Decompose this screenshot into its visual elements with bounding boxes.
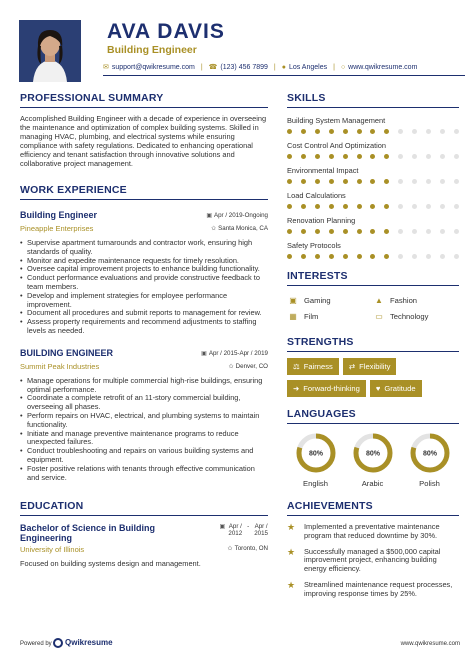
rating-dot: [440, 129, 445, 134]
education-entry: [20, 523, 268, 568]
trophy-icon: ★: [287, 546, 296, 557]
rating-dot: [329, 179, 334, 184]
rating-dot: [426, 254, 431, 259]
interest-item: [373, 292, 459, 308]
section-rule: [20, 515, 268, 516]
section-rule: [287, 351, 459, 352]
pin-icon: ✩: [228, 363, 234, 370]
phone-icon: ☎: [208, 64, 218, 71]
profile-photo: [19, 20, 81, 82]
education-location: [227, 545, 268, 552]
section-rule: [287, 107, 459, 108]
interest-item: [287, 308, 373, 324]
pin-icon: ✩: [211, 226, 217, 232]
job-location: [211, 225, 268, 232]
list-item: • Supervise apartment turnarounds and contractor work, ensuring high standards of quality.: [20, 239, 268, 257]
calendar-icon: ▣: [201, 350, 207, 357]
school-name: University of Illinois: [20, 545, 85, 555]
achievement-text: Successfully managed a $500,000 capital improvement project, enhancing building energy efficiency.: [304, 546, 441, 574]
rating-dot: [370, 154, 375, 159]
job-title: BUILDING ENGINEER: [20, 347, 114, 358]
language-ring: [409, 432, 451, 474]
skill-name: Cost Control And Optimization: [287, 141, 386, 150]
interests-grid: [287, 292, 459, 324]
skill-name: Building System Management: [287, 116, 386, 125]
education-focus: Focused on building systems design and management.: [20, 559, 201, 569]
language-percent: 80%: [365, 450, 380, 458]
languages-section: [287, 408, 459, 488]
job-date-text: Apr / 2015-Apr / 2019: [208, 349, 268, 357]
list-item: • Monitor and expedite maintenance requests for timely resolution.: [20, 257, 268, 266]
section-title: SKILLS: [287, 92, 326, 104]
rating-dot: [301, 179, 306, 184]
job-location-text: Santa Monica, CA: [218, 225, 268, 232]
job-location-text: Denver, CO: [235, 362, 268, 370]
section-title: WORK EXPERIENCE: [20, 184, 127, 196]
divider: |: [200, 63, 203, 71]
skill-rating: [287, 229, 459, 234]
list-item: • Document all procedures and submit reports to management for review.: [20, 309, 268, 318]
achievement-text: Streamlined maintenance request processes, improving response times by 25%.: [304, 579, 453, 598]
list-item: • Conduct troubleshooting and repairs on various building systems and equipment.: [20, 447, 268, 465]
rating-dot: [454, 129, 459, 134]
education-end: [254, 523, 268, 537]
rating-dot: [454, 154, 459, 159]
rating-dot: [301, 254, 306, 259]
location-icon: ●: [281, 63, 286, 71]
rating-dot: [287, 179, 292, 184]
contact-website[interactable]: www.qwikresume.com: [348, 63, 418, 71]
shirt-icon: ▲: [375, 295, 383, 305]
interest-label: Film: [304, 311, 319, 321]
rating-dot: [440, 254, 445, 259]
rating-dot: [287, 229, 292, 234]
interests-section: [287, 270, 459, 324]
skill-name: Load Calculations: [287, 191, 346, 200]
interest-label: Gaming: [304, 295, 331, 305]
header-rule: [103, 75, 465, 76]
rating-dot: [384, 229, 389, 234]
strength-label: Fairness: [303, 362, 333, 371]
heart-icon: ♥: [375, 384, 381, 393]
job-entry: [20, 348, 268, 483]
trophy-icon: ★: [287, 579, 296, 590]
job-date: [201, 350, 268, 357]
rating-dot: [315, 229, 320, 234]
language-percent: 80%: [422, 450, 437, 458]
education-location-text: Toronto, ON: [234, 545, 268, 553]
section-title: ACHIEVEMENTS: [287, 500, 373, 512]
rating-dot: [357, 229, 362, 234]
strength-label: Flexibility: [359, 362, 391, 371]
shuffle-icon: ⇄: [348, 362, 356, 371]
rating-dot: [357, 179, 362, 184]
degree-line: Bachelor of Science in Building: [20, 523, 156, 534]
date-part: 2015: [254, 530, 268, 538]
rating-dot: [357, 204, 362, 209]
list-item: • Manage operations for multiple commercial high-rise buildings, ensuring optimal performance.: [20, 377, 268, 395]
skill-rating: [287, 254, 459, 259]
strength-tag: [287, 380, 366, 397]
achievement-item: [287, 523, 459, 541]
section-title: LANGUAGES: [287, 408, 356, 420]
job-date: [206, 212, 268, 219]
rating-dot: [412, 254, 417, 259]
rating-dot: [384, 129, 389, 134]
rating-dot: [426, 229, 431, 234]
divider: |: [273, 63, 276, 71]
rating-dot: [315, 154, 320, 159]
rating-dot: [440, 229, 445, 234]
skill-item: [287, 116, 459, 141]
rating-dot: [343, 204, 348, 209]
rating-dot: [329, 254, 334, 259]
section-rule: [287, 515, 459, 516]
interest-label: Fashion: [390, 295, 418, 305]
film-icon: ▦: [289, 311, 297, 321]
job-bullets: [20, 377, 268, 483]
job-company: Summit Peak Industries: [20, 361, 100, 371]
contact-email[interactable]: support@qwikresume.com: [111, 63, 195, 71]
interest-item: [287, 292, 373, 308]
divider: |: [333, 63, 335, 71]
education-section: [20, 500, 268, 568]
resume-header: [0, 0, 474, 88]
skill-name: Safety Protocols: [287, 241, 341, 250]
rating-dot: [329, 154, 334, 159]
strength-tag: [287, 358, 339, 375]
calendar-icon: ▣: [219, 523, 226, 531]
date-part: Apr /: [228, 523, 242, 531]
brand-logo[interactable]: [53, 638, 113, 648]
rating-dot: [412, 229, 417, 234]
job-bullets: [20, 239, 268, 336]
degree-line: Engineering: [20, 533, 73, 544]
achievements-section: [287, 500, 459, 599]
rating-dot: [454, 254, 459, 259]
rating-dot: [357, 154, 362, 159]
skill-item: [287, 241, 459, 266]
rating-dot: [412, 154, 417, 159]
language-item: [344, 432, 401, 488]
skill-item: [287, 166, 459, 191]
globe-icon: ○: [340, 63, 346, 71]
rating-dot: [343, 179, 348, 184]
rating-dot: [384, 204, 389, 209]
rating-dot: [370, 179, 375, 184]
languages-list: [287, 432, 459, 488]
rating-dot: [454, 179, 459, 184]
interest-label: Technology: [390, 311, 429, 321]
rating-dot: [384, 254, 389, 259]
list-item: • Oversee capital improvement projects to enhance building functionality.: [20, 265, 268, 274]
job-title: Building Engineer: [20, 210, 98, 220]
rating-dot: [329, 129, 334, 134]
skill-rating: [287, 204, 459, 209]
rating-dot: [426, 204, 431, 209]
job-entry: [20, 210, 268, 336]
achievement-item: [287, 548, 459, 574]
section-title: INTERESTS: [287, 270, 348, 282]
rating-dot: [398, 204, 403, 209]
skills-section: [287, 92, 459, 266]
pin-icon: ✩: [227, 545, 233, 553]
footer-website[interactable]: www.qwikresume.com: [400, 641, 460, 647]
skill-rating: [287, 179, 459, 184]
section-title: STRENGTHS: [287, 336, 354, 348]
date-separator: -: [247, 523, 250, 531]
rating-dot: [384, 179, 389, 184]
skill-name: Environmental Impact: [287, 166, 359, 175]
rating-dot: [315, 204, 320, 209]
skill-name: Renovation Planning: [287, 216, 356, 225]
date-part: 2012: [228, 530, 243, 538]
rating-dot: [440, 179, 445, 184]
arrow-icon: ➜: [293, 384, 300, 393]
rating-dot: [454, 229, 459, 234]
job-location: [229, 363, 268, 370]
list-item: • Assess property requirements and recommend adjustments to staffing levels as needed.: [20, 318, 268, 336]
rating-dot: [301, 129, 306, 134]
rating-dot: [440, 154, 445, 159]
education-start: [228, 523, 242, 537]
rating-dot: [315, 129, 320, 134]
rating-dot: [343, 229, 348, 234]
section-rule: [287, 423, 459, 424]
rating-dot: [398, 154, 403, 159]
rating-dot: [343, 154, 348, 159]
strengths-section: [287, 336, 459, 402]
rating-dot: [426, 129, 431, 134]
rating-dot: [398, 129, 403, 134]
skill-item: [287, 141, 459, 166]
job-date-text: Apr / 2019-Ongoing: [213, 212, 268, 219]
rating-dot: [398, 179, 403, 184]
rating-dot: [426, 179, 431, 184]
rating-dot: [398, 254, 403, 259]
list-item: • Perform repairs on HVAC, electrical, and plumbing systems to maintain functionality.: [20, 412, 268, 430]
achievement-text: Implemented a preventative maintenance program that reduced downtime by 30%.: [304, 522, 440, 540]
rating-dot: [370, 129, 375, 134]
rating-dot: [329, 204, 334, 209]
strength-label: Forward-thinking: [303, 384, 360, 393]
candidate-role: Building Engineer: [107, 44, 197, 56]
contact-location: Los Angeles: [288, 63, 328, 71]
section-rule: [287, 285, 459, 286]
strength-tag: [370, 380, 422, 397]
skill-rating: [287, 129, 459, 134]
rating-dot: [426, 154, 431, 159]
strength-label: Gratitude: [384, 384, 416, 393]
language-item: [287, 432, 344, 488]
skills-list: [287, 116, 459, 266]
language-name: Polish: [419, 479, 440, 488]
rating-dot: [412, 204, 417, 209]
summary-text: Accomplished Building Engineer with a decade of experience in overseeing the maintenance and optimization of complex building systems. Skilled in managing HVAC, plumbing, and electrical systems while ensuring compliance with safety regulations. Dedicated to enhancing operational efficiency and tenant satisfaction through innovative solutions and collaborative project management.: [20, 114, 267, 168]
contact-phone[interactable]: (123) 456 7899: [220, 63, 268, 71]
rating-dot: [398, 229, 403, 234]
job-company: Pineapple Enterprises: [20, 224, 94, 233]
rating-dot: [357, 254, 362, 259]
skill-rating: [287, 154, 459, 159]
candidate-name: AVA DAVIS: [107, 20, 225, 43]
rating-dot: [412, 179, 417, 184]
right-column: [287, 92, 459, 599]
section-title: EDUCATION: [20, 500, 84, 513]
section-title: PROFESSIONAL SUMMARY: [20, 92, 164, 104]
rating-dot: [287, 129, 292, 134]
rating-dot: [315, 179, 320, 184]
rating-dot: [357, 129, 362, 134]
language-percent: 80%: [308, 450, 323, 458]
rating-dot: [301, 154, 306, 159]
scale-icon: ⚖: [293, 362, 300, 371]
list-item: • Conduct performance evaluations and provide constructive feedback to team members.: [20, 274, 268, 292]
list-item: • Coordinate a complete retrofit of an 11-story commercial building, overseeing all phases.: [20, 394, 268, 412]
footer: [20, 638, 460, 652]
rating-dot: [412, 129, 417, 134]
summary-section: [20, 92, 268, 168]
rating-dot: [370, 254, 375, 259]
language-item: [401, 432, 458, 488]
experience-section: [20, 184, 268, 482]
skill-item: [287, 216, 459, 241]
rating-dot: [343, 129, 348, 134]
rating-dot: [287, 254, 292, 259]
rating-dot: [287, 204, 292, 209]
list-item: • Foster positive relations with tenants through effective communication and service.: [20, 465, 268, 483]
rating-dot: [440, 204, 445, 209]
section-rule: [20, 107, 268, 108]
rating-dot: [343, 254, 348, 259]
rating-dot: [301, 204, 306, 209]
rating-dot: [315, 254, 320, 259]
list-item: • Initiate and manage preventive maintenance programs to reduce unexpected failures.: [20, 430, 268, 448]
rating-dot: [370, 229, 375, 234]
language-ring: [352, 432, 394, 474]
q-logo-icon: [53, 638, 63, 648]
education-dates: [220, 523, 268, 537]
calendar-icon: ▣: [206, 213, 212, 219]
rating-dot: [384, 154, 389, 159]
gamepad-icon: ▣: [289, 295, 297, 305]
laptop-icon: ▭: [375, 311, 383, 321]
language-name: Arabic: [361, 479, 384, 488]
contact-bar: [103, 61, 468, 73]
trophy-icon: ★: [287, 522, 296, 532]
powered-by-label: Powered by: [20, 641, 52, 647]
date-part: Apr /: [254, 523, 268, 531]
strength-tag: [343, 358, 397, 375]
achievement-item: [287, 581, 459, 599]
brand-name: Qwikresume: [65, 638, 113, 648]
section-rule: [20, 199, 268, 200]
language-ring: [295, 432, 337, 474]
list-item: • Develop and implement strategies for employee performance improvement.: [20, 292, 268, 310]
rating-dot: [454, 204, 459, 209]
strengths-tags: [287, 358, 459, 402]
email-icon: ✉: [103, 64, 109, 71]
rating-dot: [329, 229, 334, 234]
interest-item: [373, 308, 459, 324]
skill-item: [287, 191, 459, 216]
rating-dot: [301, 229, 306, 234]
left-column: [20, 92, 268, 568]
language-name: English: [303, 479, 328, 488]
rating-dot: [370, 204, 375, 209]
rating-dot: [287, 154, 292, 159]
